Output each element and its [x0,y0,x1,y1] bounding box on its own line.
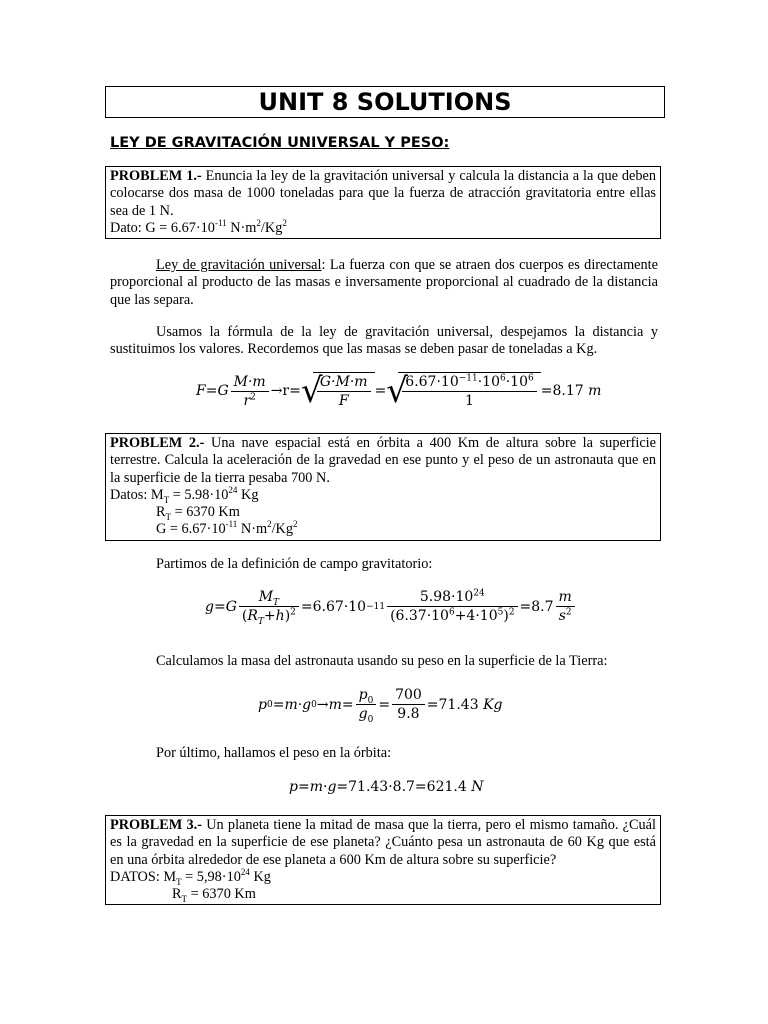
calculamos-paragraph: Calculamos la masa del astronauta usando su peso en la superficie de la Tierra: [156,653,608,669]
page-title: UNIT 8 SOLUTIONS [105,86,665,118]
problem-3-text: Un planeta tiene la mitad de masa que la tierra, pero el mismo tamaño. ¿Cuál es la gravedad en la superficie de ese planeta? ¿Cuánto pesa un astronauta de 60 Kg que está en una órbita alrededor de ese planeta a 600 Km de altura sobre su superficie? [110,817,656,868]
problem-1-dato: Dato: $G = 6.67\cdot 10^{-11}$ $N\cdot m^2/Kg^2$ [110,218,287,236]
equation-3: p 0 = m · g 0 → m = $\frac{p_0}{g_0}$ = $\frac{700}{9.8}$ =71.43 Kg [258,687,503,725]
law-text: : La fuerza con que se atraen dos cuerpos es directamente proporcional al producto de las masas e inversamente proporcional al cuadrado de la distancia que las separa. [110,257,658,308]
porultimo-paragraph: Por último, hallamos el peso en la órbita: [156,745,392,761]
equation-1: F=G $\frac{M\cdot m}{r^2}$ →r= √ $\frac{G\cdot M\cdot m}{F}$ = √ $\frac{6.67\cdot 10^{-11}\cdot 10^6\cdot 10^6}{1}$ =8.17 m [196,371,602,411]
usamos-paragraph: Usamos la fórmula de la ley de gravitación universal, despejamos la distancia y sustituimos los valores. Recordemos que las masas se deben pasar de toneladas a Kg. [110,324,658,358]
equation-4: p = m · g =71.43·8.7=621.4 N [289,779,484,795]
problem-2-label: PROBLEM 2.- [110,435,205,451]
problem-3-box: PROBLEM 3.- Un planeta tiene la mitad de masa que la tierra, pero el mismo tamaño. ¿Cuál es la gravedad en la superficie de ese planeta? ¿Cuánto pesa un astronauta de 60 Kg que está en una órbita alrededor de ese planeta a 600 Km de altura sobre su superficie? DATOS: $M_T = 5,98\cdot 10^{24}$ Kg $R_T = 6370$ Km [105,815,661,905]
section-heading: LEY DE GRAVITACIÓN UNIVERSAL Y PESO: [110,135,450,151]
partimos-paragraph: Partimos de la definición de campo gravitatorio: [156,556,433,572]
problem-1-box [105,166,661,239]
problem-2-text: Una nave espacial está en órbita a 400 Km de altura sobre la superficie terrestre. Calcula la aceleración de la gravedad en ese punto y el peso de un astronauta que en la superficie de la tierra pesaba 700 N. [110,435,656,486]
equation-2: g = G $\frac{M_T}{(R_T+h)^2}$ =6.67·10 −11 $\frac{5.98\cdot 10^{24}}{(6.37\cdot 10^6+4\cdot 10^5)^2}$ =8.7 $\frac{m}{s^2}$ [205,588,577,625]
problem-1-label: PROBLEM 1.- [110,168,202,184]
law-paragraph [110,257,658,309]
law-term: Ley de gravitación universal [156,257,322,273]
problem-2-box: PROBLEM 2.- Una nave espacial está en órbita a 400 Km de altura sobre la superficie terrestre. Calcula la aceleración de la gravedad en ese punto y el peso de un astronauta que en la superficie de la tierra pesaba 700 N. Datos: $M_T = 5.98\cdot 10^{24}$ Kg $R_T = 6370$ Km $G = 6.67\cdot 10^{-11}$ $N\cdot m^2/Kg^2$ [105,433,661,541]
problem-1-text: Enuncia la ley de la gravitación universal y calcula la distancia a la que deben colocarse dos masa de 1000 toneladas para que la fuerza de atracción gravitatoria entre ellas sea de 1 N. [110,168,656,219]
problem-3-label: PROBLEM 3.- [110,817,202,833]
